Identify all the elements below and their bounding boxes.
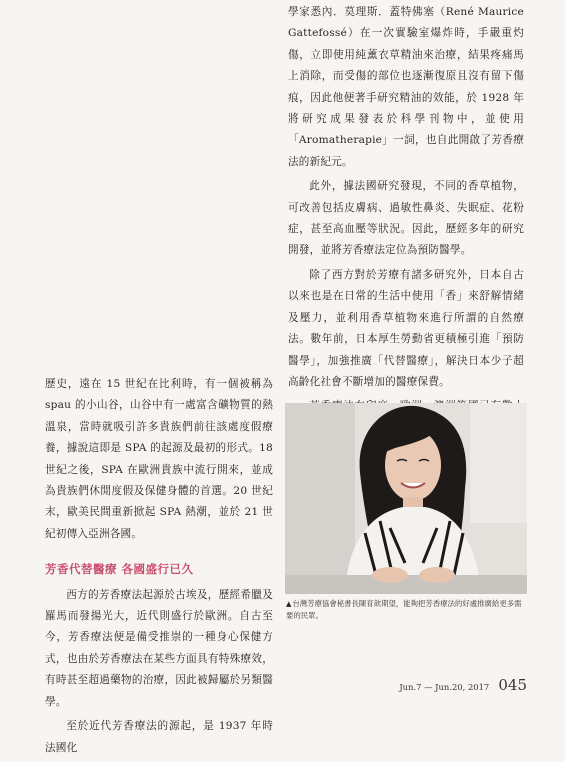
caption-text: 台灣芳療協會秘書長陳育歆期望，能夠把芳香療法的好處推廣給更多需要的民眾。: [286, 599, 522, 620]
left-text-column: [45, 374, 273, 762]
issue-date: Jun.7 — Jun.20, 2017: [399, 682, 490, 692]
paragraph: 西方的芳香療法起源於古埃及，歷經希臘及羅馬而發揚光大，近代則盛行於歐洲。自古至今，芳香療法便是備受推崇的一種身心保健方式，也由於芳香療法在某些方面具有特殊療效，有時甚至超過藥物的治療，因此被歸屬於另類醫學。: [45, 588, 273, 708]
page-footer: [399, 675, 527, 694]
paragraph: 此外，據法國研究發現，不同的香草植物，可改善包括皮膚病、過敏性鼻炎、失眠症、花粉症，甚至高血壓等狀況。因此，歷經多年的研究開發，並將芳香療法定位為預防醫學。: [288, 180, 524, 257]
paragraph: 歷史，遠在 15 世紀在比利時，有一個被稱為 spau 的小山谷，山谷中有一處富含礦物質的熱溫泉，當時就吸引許多貴族們前往該處度假療養，據說這即是 SPA 的起源及最初的形式。18 世紀之後，SPA 在歐洲貴族中流行開來，並成為貴族們休閒度假及保健身體的首選。20 世紀末，歐美民間重新掀起 SPA 熱潮，並於 21 世紀初傳入亞洲各國。: [45, 378, 273, 540]
page-number: 045: [498, 676, 527, 694]
photo-caption: [286, 598, 526, 621]
section-heading: 芳香代替醫療 各國盛行已久: [45, 562, 194, 577]
triangle-marker-icon: ▲: [286, 600, 292, 608]
paragraph: 至於近代芳香療法的源起，是 1937 年時法國化: [45, 720, 273, 754]
portrait-photo: [285, 403, 527, 594]
paragraph: 學家悉內．莫理斯．蓋特佛塞（René Maurice Gattefossé）在一次實驗室爆炸時，手嚴重灼傷，立即使用純薰衣草精油來治療，結果疼痛馬上消除，而受傷的部位也逐漸復原且沒有留下傷痕，因此他便著手研究精油的效能，於 1928 年將研究成果發表於科學刊物中，並使用「Aromatherapie」一詞，也自此開啟了芳香療法的新紀元。: [288, 6, 524, 168]
paragraph: 除了西方對於芳療有諸多研究外，日本自古以來也是在日常的生活中使用「香」來舒解情緒及壓力，並利用香草植物來進行所謂的自然療法。數年前，日本厚生勞動省更積極引進「預防醫學」，加強推廣「代替醫療」，解決日本少子超高齡化社會不斷增加的醫療保費。: [288, 268, 524, 388]
